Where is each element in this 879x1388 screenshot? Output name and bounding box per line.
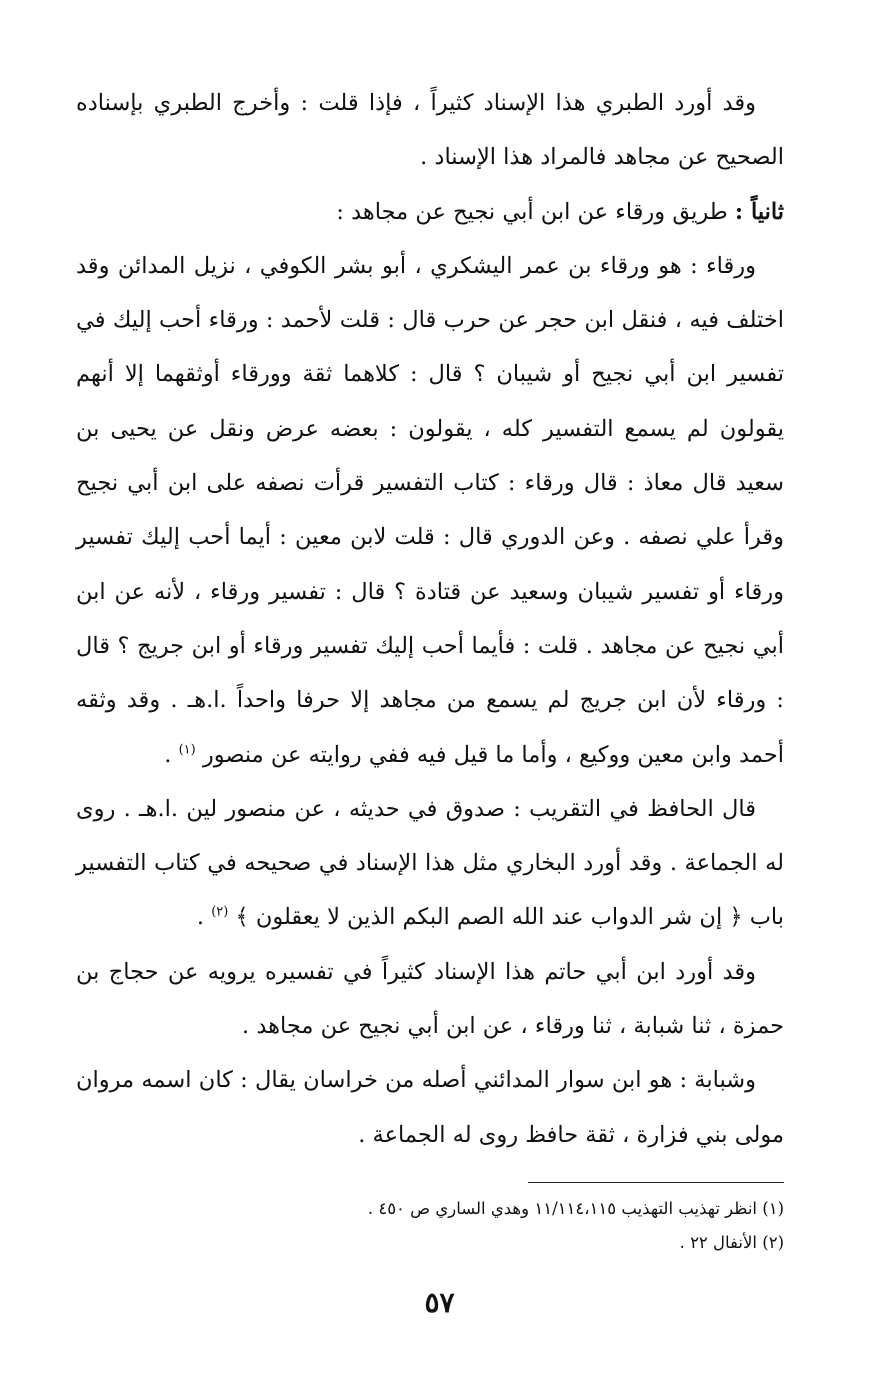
paragraph-text: ورقاء : هو ورقاء بن عمر اليشكري ، أبو بشر الكوفي ، نزيل المدائن وقد اختلف فيه ، فنقل ابن حجر عن حرب قال : قلت لأحمد : ورقاء أحب إليك في تفسير ابن أبي نجيح أو شيبان ؟ قال : كلاهما ثقة وورقاء أوثقهما إلا أنهم يقولون لم يسمع التفسير كله ، يقولون : بعضه عرض ونقل عن يحيى بن سعيد قال معاذ : قال ورقاء : كتاب التفسير قرأت نصفه على ابن أبي نجيح وقرأ علي نصفه . وعن الدوري قال : قلت لابن معين : أيما أحب إليك تفسير ورقاء أو تفسير شيبان وسعيد عن قتادة ؟ قال : تفسير ورقاء ، لأنه عن ابن أبي نجيح عن مجاهد . قلت : فأيما أحب إليك تفسير ورقاء أو ابن جريج ؟ قال : ورقاء لأن ابن جريج لم يسمع من مجاهد إلا حرفا واحداً .ا.هـ . وقد وثقه أحمد وابن معين ووكيع ، وأما ما قيل فيه ففي روايته عن منصور bbox=[76, 252, 784, 768]
paragraph-text: قال الحافظ في التقريب : صدوق في حديثه ، عن منصور لين .ا.هـ . روى له الجماعة . وقد أورد البخاري مثل هذا الإسناد في صحيحه في كتاب التفسير باب ﴿ إن شر الدواب عند الله الصم البكم الذين لا يعقلون ﴾ bbox=[76, 795, 784, 931]
paragraph-ibn-abi-hatim bbox=[76, 945, 784, 1054]
heading-text: طريق ورقاء عن ابن أبي نجيح عن مجاهد : bbox=[336, 198, 735, 225]
footnote-ref-2[interactable]: (٢) bbox=[211, 904, 229, 920]
footnote-1: (١) انظر تهذيب التهذيب ١١/١١٤،١١٥ وهدي الساري ص ٤٥٠ . bbox=[367, 1199, 784, 1218]
paragraph-tabari-isnad bbox=[76, 76, 784, 185]
paragraph-shababa bbox=[76, 1053, 784, 1162]
footnotes bbox=[76, 1192, 784, 1260]
paragraph-warqa-biography bbox=[76, 239, 784, 782]
paragraph-taqrib bbox=[76, 782, 784, 945]
paragraph-text: وقد أورد الطبري هذا الإسناد كثيراً ، فإذا قلت : وأخرج الطبري بإسناده الصحيح عن مجاهد فالمراد هذا الإسناد . bbox=[76, 90, 784, 171]
paragraph-tail: . bbox=[164, 741, 179, 768]
main-text bbox=[76, 76, 784, 1162]
heading-label: ثانياً : bbox=[734, 198, 784, 225]
footnote-divider bbox=[528, 1182, 784, 1183]
footnote-2: (٢) الأنفال ٢٢ . bbox=[679, 1233, 784, 1252]
paragraph-text: وقد أورد ابن أبي حاتم هذا الإسناد كثيراً في تفسيره يرويه عن حجاج بن حمزة ، ثنا شبابة ، ثنا ورقاء ، عن ابن أبي نجيح عن مجاهد . bbox=[76, 958, 784, 1040]
paragraph-text: وشبابة : هو ابن سوار المدائني أصله من خراسان يقال : كان اسمه مروان مولى بني فزارة ، ثقة حافظ روى له الجماعة . bbox=[76, 1067, 784, 1148]
paragraph-tail: . bbox=[196, 904, 212, 931]
page-body bbox=[76, 76, 784, 1162]
page-number: ٥٧ bbox=[424, 1286, 455, 1319]
section-heading-second-route bbox=[76, 185, 784, 239]
footnote-ref-1[interactable]: (١) bbox=[178, 742, 196, 758]
